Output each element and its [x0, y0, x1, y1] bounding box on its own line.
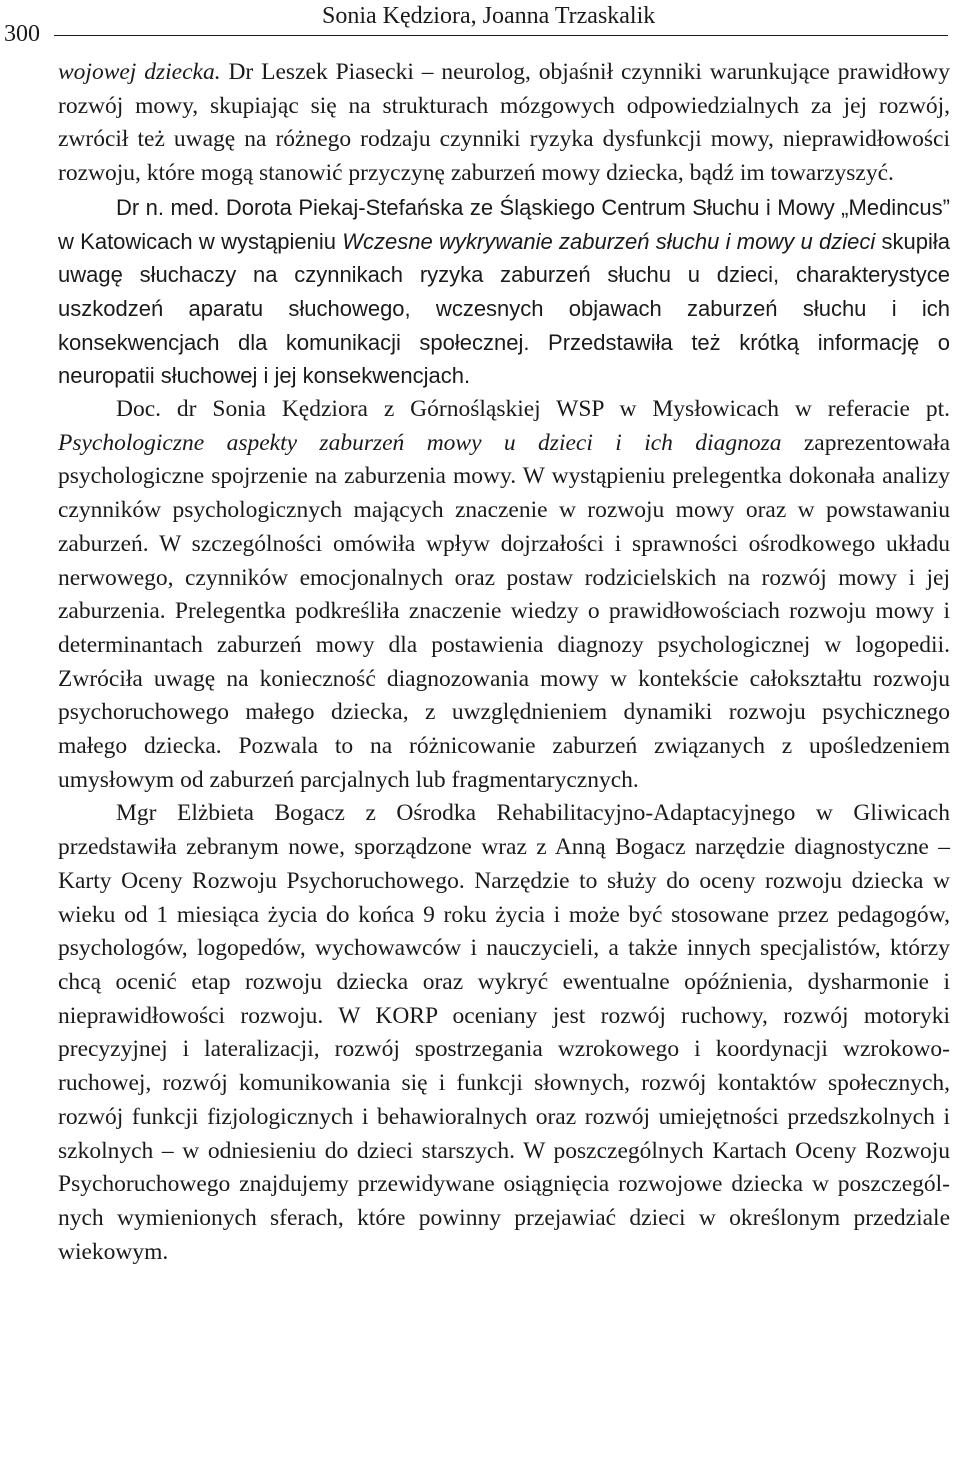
paragraph-text: Doc. dr Sonia Kędziora z Górnośląskiej WSP w Mysłowicach w referacie pt.	[116, 396, 950, 423]
paragraph-2	[58, 191, 950, 393]
paragraph-text: zaprezentowała psychologiczne spojrzenie na zaburzenia mowy. W wystąpieniu prelegentka dokonała analizy czynników psychologicznych mających znaczenie w rozwoju mowy oraz w powstawaniu zaburzeń. W szczególności omówiła wpływ dojrzałości i sprawności ośrodkowego układu nerwowego, czynników emocjonalnych oraz postaw rodzicielskich na rozwój mowy i jej zaburzenia. Prelegentka podkreśliła znaczenie wiedzy o prawidłowościach rozwoju mowy i determinantach zaburzeń mowy dla postawienia diagnozy psychologicznej w logopedii. Zwróciła uwagę na konieczność diagnozowania mowy w kontekście całokształtu rozwoju psychoruchowego małego dziecka, z uwzględnieniem dynamiki rozwoju psychicznego małego dziecka. Pozwala to na różnicowanie zaburzeń związanych z upośledzeniem umysłowym od zaburzeń parcjalnych lub fragmentarycznych.	[58, 429, 950, 793]
talk-title: Psychologiczne aspekty zaburzeń mowy u dzieci i ich diagnoza	[58, 429, 782, 456]
paragraph-text: Dr Leszek Piasecki – neurolog, objaśnił czynniki warunkujące prawidłowy rozwój mowy, skupiając się na strukturach mózgowych odpowiedzialnych za jej rozwój, zwrócił też uwagę na różnego rodzaju czynniki ryzyka dysfunkcji mowy, nieprawidłowości rozwoju, które mogą stanowić przyczynę zaburzeń mowy dziecka, bądź im towarzyszyć.	[58, 59, 950, 187]
running-title: Sonia Kędziora, Joanna Trzaskalik	[322, 3, 656, 29]
page-header	[0, 0, 960, 46]
paragraph-text: Mgr Elżbieta Bogacz z Ośrodka Rehabilitacyjno-Adaptacyjnego w Gliwicach przedstawiła zebranym nowe, sporządzone wraz z Anną Bogacz narzędzie diagnostyczne – Karty Oceny Rozwoju Psychoruchowego. Narzędzie to służy do oceny rozwoju dziecka w wieku od 1 miesiąca życia do końca 9 roku życia i może być stosowane przez pedagogów, psychologów, logopedów, wychowawców i nauczycieli, a także innych specjalistów, którzy chcą ocenić etap rozwoju dziecka oraz wykryć ewentualne opóźnienia, dysharmonie i nieprawidłowości rozwoju. W KORP oceniany jest rozwój ruchowy, rozwój motoryki precyzyjnej i lateralizacji, rozwój spostrzegania wzrokowego i koordynacji wzrokowo-ruchowej, rozwój komunikowania się i funkcji słownych, rozwój kontaktów społecznych, rozwój funkcji fizjologicznych i behawioralnych oraz rozwój umiejętności przedszkolnych i szkolnych – w odniesieniu do dzieci starszych. W poszczególnych Kartach Oceny Rozwoju Psychoruchowego znajdujemy przewidywane osiągnięcia rozwojowe dziecka w poszczególnych wymienionych sferach, które powinny przejawiać dzieci w określonym przedziale wiekowym.	[58, 800, 950, 1265]
page-number: 300	[4, 21, 40, 47]
paragraph-text: Dr n. med. Dorota Piekaj-Stefańska ze Śląskiego Centrum Słuchu i Mowy „Medincus” w Katowicach w wystąpieniu	[58, 194, 950, 254]
italic-fragment: wojowej dziecka.	[58, 59, 221, 85]
paragraph-4	[58, 797, 950, 1269]
header-rule	[54, 35, 948, 36]
paragraph-3	[58, 393, 950, 797]
paragraph-1	[58, 56, 950, 191]
article-body	[58, 56, 950, 1269]
paragraph-text: skupiła uwagę słuchaczy na czynnikach ryzyka zaburzeń słuchu u dzieci, charakterystyce uszkodzeń aparatu słuchowego, wczesnych objawach zaburzeń słuchu i ich konsekwencjach dla komunikacji społecznej. Przedstawiła też krótką informację o neuropatii słuchowej i jej konsekwencjach.	[58, 228, 950, 389]
talk-title: Wczesne wykrywanie zaburzeń słuchu i mowy u dzieci	[342, 228, 876, 254]
